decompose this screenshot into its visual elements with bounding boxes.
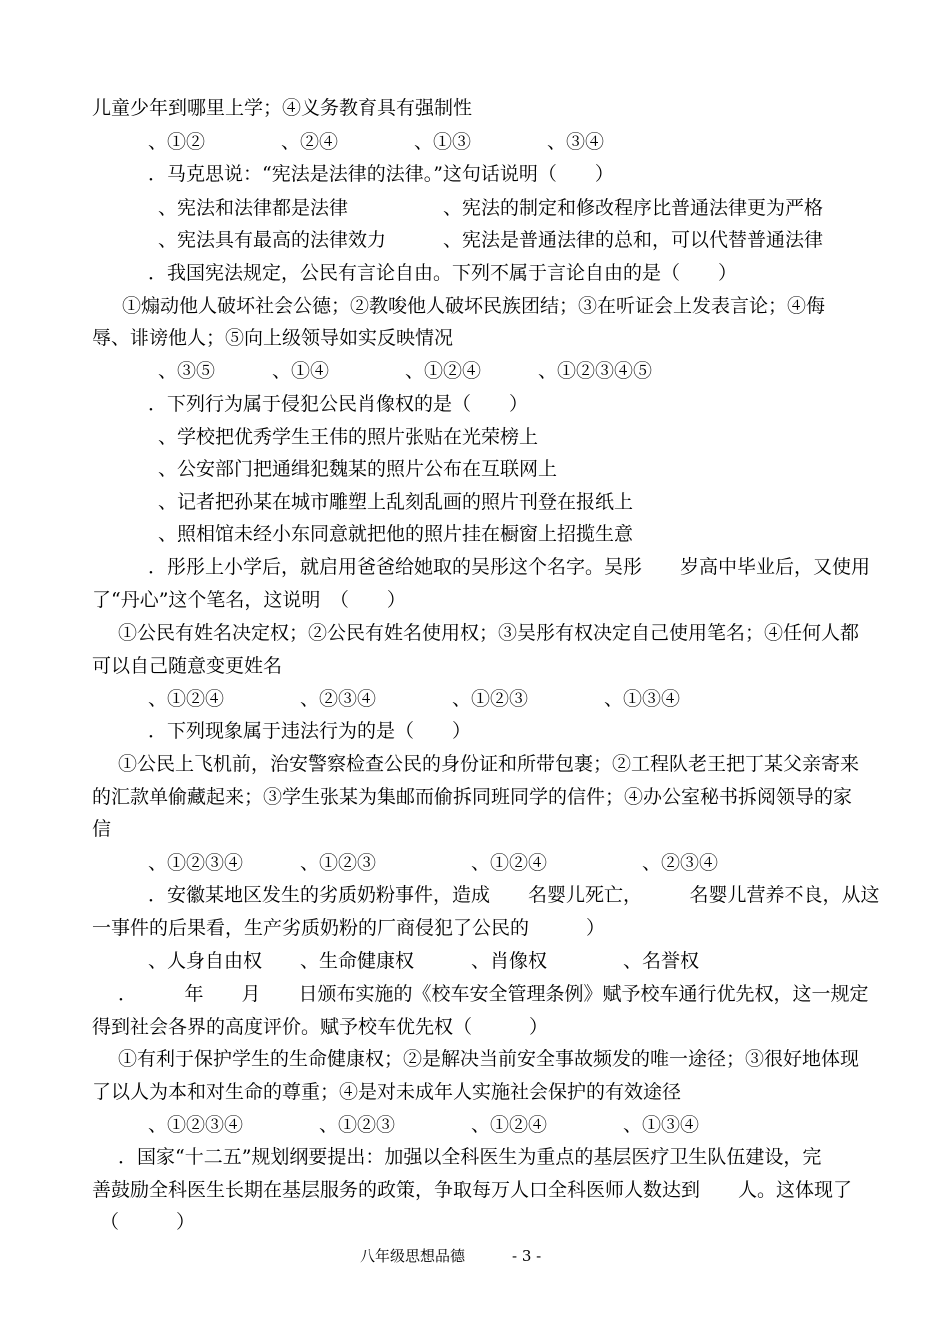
text-line: ①煽动他人破坏社会公德；②教唆他人破坏民族团结；③在听证会上发表言论；④侮: [122, 295, 826, 317]
answer-options: 、①②④ 、②③④ 、①②③ 、①③④: [148, 688, 681, 710]
answer-options: 、①② 、②④ 、①③ 、③④: [148, 131, 605, 153]
footer-page-number: - 3 -: [512, 1247, 542, 1265]
question-stem: ．安徽某地区发生的劣质奶粉事件，造成 名婴儿死亡， 名婴儿营养不良，从这: [148, 884, 880, 906]
text-line: 了“丹心”这个笔名，这说明 （ ）: [92, 589, 406, 611]
text-line: ①公民上飞机前，治安警察检查公民的身份证和所带包裹；②工程队老王把丁某父亲寄来: [118, 753, 860, 775]
footer-subject: 八年级思想品德: [360, 1247, 466, 1265]
question-stem: ．下列行为属于侵犯公民肖像权的是（ ）: [148, 393, 529, 415]
answer-option: 、照相馆未经小东同意就把他的照片挂在橱窗上招揽生意: [158, 523, 634, 545]
text-line: 可以自己随意变更姓名: [92, 655, 283, 677]
answer-options: 、①②③④ 、①②③ 、①②④ 、①③④: [148, 1114, 700, 1136]
question-stem: ．下列现象属于违法行为的是（ ）: [148, 720, 472, 742]
answer-options: 、宪法和法律都是法律 、宪法的制定和修改程序比普通法律更为严格: [158, 197, 824, 219]
answer-option: 、公安部门把通缉犯魏某的照片公布在互联网上: [158, 458, 558, 480]
answer-options: 、宪法具有最高的法律效力 、宪法是普通法律的总和，可以代替普通法律: [158, 229, 824, 251]
text-line: 儿童少年到哪里上学；④义务教育具有强制性: [92, 97, 473, 119]
answer-option: 、记者把孙某在城市雕塑上乱刻乱画的照片刊登在报纸上: [158, 491, 634, 513]
text-line: （ ）: [100, 1211, 196, 1233]
text-line: 一事件的后果看，生产劣质奶粉的厂商侵犯了公民的 ）: [92, 917, 606, 939]
answer-option: 、学校把优秀学生王伟的照片张贴在光荣榜上: [158, 426, 539, 448]
text-line: 辱、诽谤他人；⑤向上级领导如实反映情况: [92, 327, 454, 349]
text-line: 善鼓励全科医生长期在基层服务的政策，争取每万人口全科医师人数达到 人。这体现了: [92, 1179, 853, 1201]
text-line: 得到社会各界的高度评价。赋予校车优先权（ ）: [92, 1016, 549, 1038]
text-line: ①公民有姓名决定权；②公民有姓名使用权；③吴彤有权决定自己使用笔名；④任何人都: [118, 622, 860, 644]
question-stem: ． 年 月 日颁布实施的《校车安全管理条例》赋予校车通行优先权，这一规定: [118, 983, 869, 1005]
answer-options: 、③⑤ 、①④ 、①②④ 、①②③④⑤: [158, 360, 653, 382]
text-line: 了以人为本和对生命的尊重；④是对未成年人实施社会保护的有效途径: [92, 1081, 682, 1103]
question-stem: ．我国宪法规定，公民有言论自由。下列不属于言论自由的是（ ）: [148, 262, 738, 284]
question-stem: ．马克思说：“宪法是法律的法律。”这句话说明（ ）: [148, 163, 614, 185]
text-line: 信: [92, 818, 112, 840]
question-stem: ．国家“十二五”规划纲要提出：加强以全科医生为重点的基层医疗卫生队伍建设，完: [118, 1146, 822, 1168]
text-line: ①有利于保护学生的生命健康权；②是解决当前安全事故频发的唯一途径；③很好地体现: [118, 1048, 860, 1070]
text-line: 的汇款单偷藏起来；③学生张某为集邮而偷拆同班同学的信件；④办公室秘书拆阅领导的家: [92, 786, 853, 808]
answer-options: 、人身自由权 、生命健康权 、肖像权 、名誉权: [148, 950, 700, 972]
answer-options: 、①②③④ 、①②③ 、①②④ 、②③④: [148, 852, 719, 874]
question-stem: ．彤彤上小学后，就启用爸爸给她取的吴彤这个名字。吴彤 岁高中毕业后，又使用: [148, 556, 871, 578]
